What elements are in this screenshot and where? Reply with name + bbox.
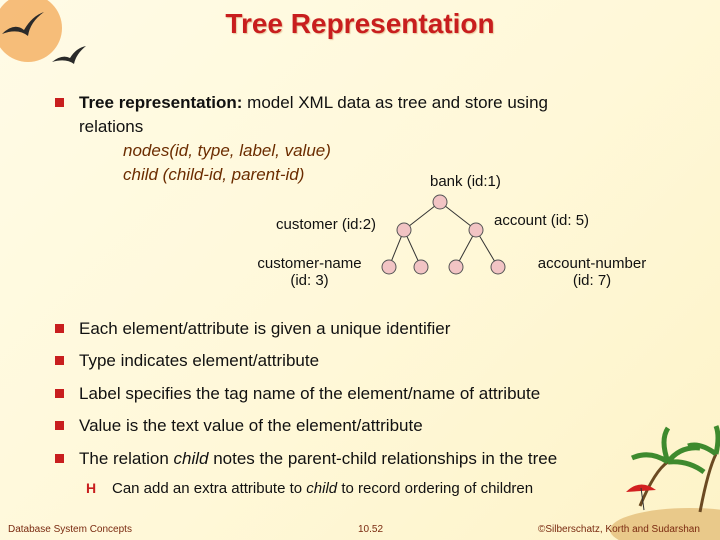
bullet-5 xyxy=(79,449,557,469)
bullet-5-italic: child xyxy=(173,449,209,468)
account-number-id: (id: 7) xyxy=(572,272,612,289)
bullet-5-pre: The relation xyxy=(79,449,174,468)
tree-node-leaf xyxy=(414,260,428,274)
bullet-marker xyxy=(55,324,64,333)
tree-node-customer-name xyxy=(382,260,396,274)
customer-name-label: customer-name xyxy=(257,255,362,272)
bird-icon xyxy=(52,46,86,64)
sub-bullet-text xyxy=(112,480,533,497)
bullet-marker xyxy=(55,356,64,365)
bullet-marker xyxy=(55,98,64,107)
sub-post: to record ordering of children xyxy=(337,480,534,497)
intro-bold: Tree representation: xyxy=(79,93,243,112)
bullet-marker xyxy=(55,421,64,430)
footer-center: 10.52 xyxy=(358,524,384,535)
bullet-5-post: notes the parent-child relationships in the tree xyxy=(208,449,558,468)
beach-illustration xyxy=(610,426,720,540)
tree-label-customer-name xyxy=(247,255,372,289)
bullet-marker xyxy=(55,389,64,398)
bullet-3: Label specifies the tag name of the element/name of attribute xyxy=(79,384,541,403)
account-number-label: account-number xyxy=(537,255,647,272)
slide-title: Tree Representation xyxy=(225,8,495,39)
intro-line-1 xyxy=(79,93,548,113)
tree-node-bank xyxy=(433,195,447,209)
tree-label-customer: customer (id:2) xyxy=(276,216,377,233)
sub-italic: child xyxy=(306,480,338,497)
tree-node-customer xyxy=(397,223,411,237)
sub-bullet-marker: H xyxy=(86,480,97,496)
tree-label-root: bank (id:1) xyxy=(430,173,501,190)
intro-text: model XML data as tree and store using xyxy=(242,93,548,112)
sub-pre: Can add an extra attribute to xyxy=(112,480,307,497)
tree-label-account-number xyxy=(522,255,662,289)
relation-nodes: nodes(id, type, label, value) xyxy=(123,141,331,160)
customer-name-id: (id: 3) xyxy=(290,272,329,289)
footer-right: ©Silberschatz, Korth and Sudarshan xyxy=(538,524,700,535)
tree-node-account xyxy=(469,223,483,237)
intro-line-2: relations xyxy=(79,117,144,136)
tree-node-account-number xyxy=(491,260,505,274)
footer-left: Database System Concepts xyxy=(8,524,132,535)
bullet-4: Value is the text value of the element/attribute xyxy=(79,416,423,435)
tree-node-leaf xyxy=(449,260,463,274)
bullet-marker xyxy=(55,454,64,463)
bullet-1: Each element/attribute is given a unique identifier xyxy=(79,319,451,338)
tree-label-account: account (id: 5) xyxy=(494,212,590,229)
bullet-2: Type indicates element/attribute xyxy=(79,351,320,370)
relation-child: child (child-id, parent-id) xyxy=(123,165,305,184)
